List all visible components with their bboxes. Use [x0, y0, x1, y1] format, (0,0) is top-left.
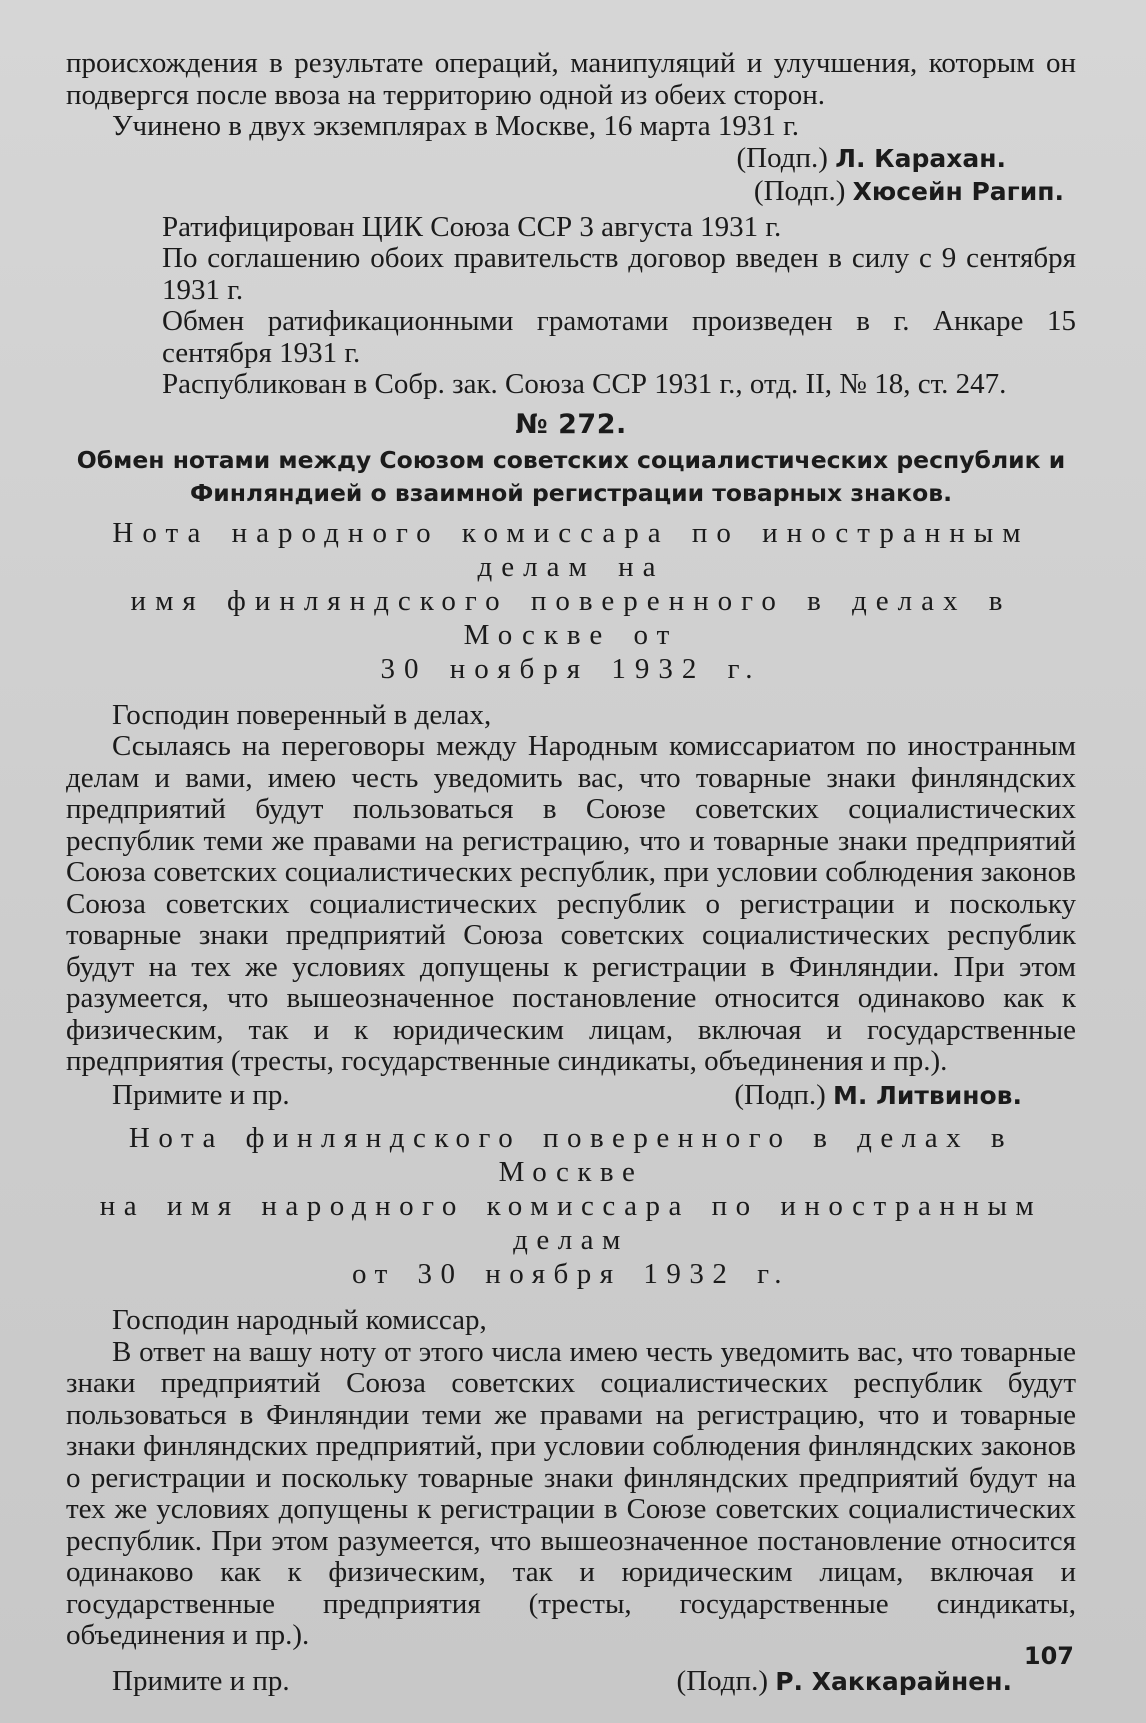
note1-body: Ссылаясь на переговоры между Народным комиссариатом по иностранным делам и вами, имею честь уведомить вас, что товарные знаки финляндских предприятий будут пользоваться в Союзе советских социалистических республик теми же правами на регистрацию, что и товарные знаки предприятий Союза советских социалистических республик, при условии соблюдения законов Союза советских социалистических республик о регистрации и поскольку товарные знаки предприятий Союза советских социалистических республик будут на тех же условиях допущены к регистрации в Финляндии. При этом разумеется, что вышеозначенное постановление относится одинаково как к физическим, так и к юридическим лицам, включая и государственные предприятия (тресты, государственные синдикаты, объединения и пр.).: [66, 730, 1076, 1077]
note1-salutation: Господин поверенный в делах,: [112, 698, 492, 731]
note1-heading-line: Нота народного комиссара по иностранным делам на: [112, 516, 1030, 583]
note1-heading-line: 30 ноября 1932 г.: [380, 652, 762, 685]
note2-closing-row: [66, 1666, 1076, 1698]
note1-signature: [734, 1080, 1068, 1112]
note2-closing: Примите и пр.: [112, 1664, 290, 1697]
done-line: Учинено в двух экземплярах в Москве, 16 марта 1931 г.: [112, 110, 799, 142]
publication-note: Распубликован в Собр. зак. Союза ССР 1931 г., отд. II, № 18, ст. 247.: [162, 368, 1007, 400]
signature-name: Хюсейн Рагип.: [852, 177, 1064, 206]
page-number: 107: [1023, 1642, 1074, 1670]
continuation-paragraph: происхождения в результате операций, манипуляций и улучшения, которым он подвергся после ввоза на территорию одной из обеих сторон.: [66, 47, 1076, 111]
signature-name: Р. Хаккарайнен.: [775, 1666, 1012, 1696]
signature-prefix: (Подп.): [676, 1664, 768, 1697]
signature-karakhan: [66, 143, 1076, 175]
signature-prefix: (Подп.): [734, 1078, 826, 1111]
note2-heading-line: Нота финляндского поверенного в делах в Москве: [128, 1122, 1014, 1188]
note1-closing-row: [66, 1080, 1076, 1112]
note2-heading: [66, 1121, 1076, 1291]
note1-closing: Примите и пр.: [112, 1078, 290, 1111]
signature-prefix: (Подп.): [736, 141, 828, 174]
note1-heading-line: имя финляндского поверенного в делах в Москве от: [130, 584, 1012, 651]
note2-heading-line: на имя народного комиссара по иностранным делам: [99, 1190, 1043, 1256]
signature-name: М. Литвинов.: [833, 1080, 1022, 1110]
note2-signature: [677, 1666, 1068, 1698]
note2-salutation: Господин народный комиссар,: [112, 1304, 487, 1336]
signature-name: Л. Карахан.: [835, 143, 1006, 173]
signature-prefix: (Подп.): [753, 175, 846, 207]
note1-heading: [66, 516, 1076, 686]
entry-into-force-note: По соглашению обоих правительств договор введен в силу с 9 сентября 1931 г.: [162, 242, 1076, 306]
signature-ragip: [66, 176, 1076, 208]
exchange-note: Обмен ратификационными грамотами произведен в г. Анкаре 15 сентября 1931 г.: [162, 305, 1076, 369]
note2-heading-line: от 30 ноября 1932 г.: [351, 1258, 791, 1290]
ratification-note: Ратифицирован ЦИК Союза ССР 3 августа 1931 г.: [162, 210, 782, 243]
document-title: Обмен нотами между Союзом советских социалистических республик и Финляндией о взаимной регистрации товарных знаков.: [76, 445, 1066, 507]
document-number: № 272.: [515, 408, 627, 440]
note2-body: В ответ на вашу ноту от этого числа имею честь уведомить вас, что товарные знаки предприятий Союза советских социалистических республик будут пользоваться в Финляндии теми же правами на регистрацию, что и товарные знаки финляндских предприятий, при условии соблюдения финляндских законов о регистрации и поскольку товарные знаки финляндских предприятий будут на тех же условиях допущены к регистрации в Союзе советских социалистических республик. При этом разумеется, что вышеозначенное постановление относится одинаково как к физическим, так и юридическим лицам, включая и государственные предприятия (тресты, государственные синдикаты, объединения и пр.).: [66, 1335, 1076, 1651]
